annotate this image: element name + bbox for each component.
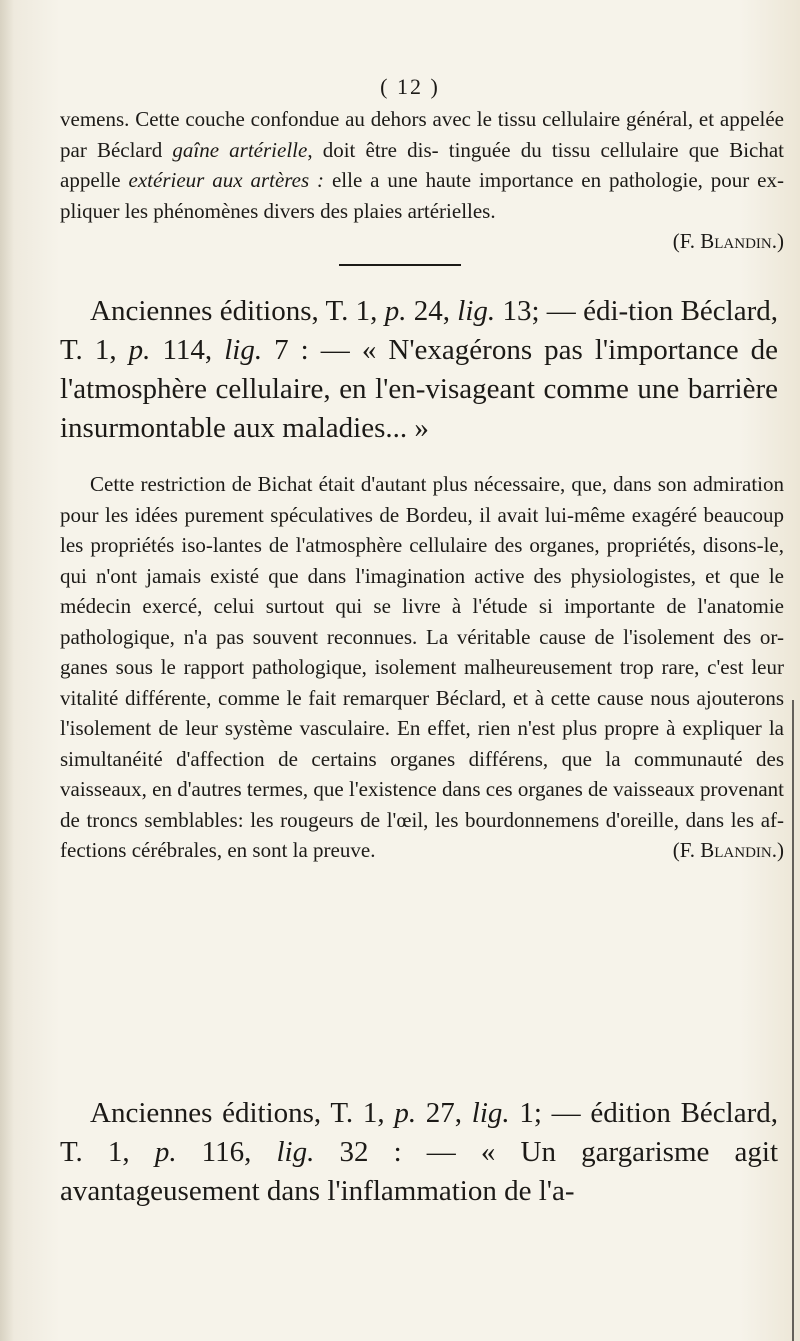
para2-text-b: 24, [406, 295, 458, 327]
para4-line-abbr-2: lig. [276, 1136, 315, 1168]
paragraph-continuation [60, 104, 784, 257]
para2-page-abbr: p. [384, 295, 407, 327]
signature: (F. Blandin.) [672, 229, 784, 253]
para4-page-abbr-2: p. [154, 1136, 177, 1168]
para2-page-abbr-2: p. [128, 334, 151, 366]
para4-page-abbr: p. [394, 1097, 417, 1129]
para4-text-c: 1; — édition Béclard, T. 1, [60, 1097, 778, 1168]
para4-line-abbr: lig. [471, 1097, 510, 1129]
signature: (F. Blandin.) [672, 838, 784, 862]
para1-line2-start: général, et appelée par Béclard [60, 107, 784, 162]
para4-text-e: 32 : — « Un gargarisme agit avantageusement dans l'inflammation de l'a- [60, 1136, 778, 1207]
para2-line-abbr-2: lig. [224, 334, 263, 366]
section-divider [339, 264, 461, 266]
spine-shadow [0, 0, 14, 1341]
para1-line5: pliquer les phénomènes divers des plaies artérielles. [60, 198, 496, 223]
para3-text: Cette restriction de Bichat était d'autant plus nécessaire, que, dans son admiration pour les idées purement spéculatives de Bordeu, il avait lui-même exagéré beaucoup les propriétés iso-lantes de l'atmosphère cellulaire des organes, propriétés, disons-le, qui n'ont jamais existé que dans l'imagination active des physiologistes, et que le médecin exercé, celui surtout qui se livre à l'étude si importante de l'anatomie pathologique, n'a pas souvent reconnues. La véritable cause de l'isolement des or-ganes sous le rapport pathologique, isolement malheureusement trop rare, c'est leur vitalité différente, comme le fait remarquer Béclard, et à cette cause nous ajouterons l'isolement de leur système vasculaire. En effet, rien n'est plus propre à expliquer la simultanéité d'affection de certains organes différens, que la communauté des vaisseaux, en d'autres termes, que l'existence dans ces organes de vaisseaux provenant de troncs semblables: les rougeurs de l'œil, les bourdonnemens d'oreille, dans les af-fections cérébrales, en sont la preuve. [60, 472, 784, 862]
para2-text-a: Anciennes éditions, T. 1, [90, 295, 385, 327]
page-number: ( 12 ) [380, 74, 440, 99]
para4-text-a: Anciennes éditions, T. 1, [90, 1097, 395, 1129]
para2-text-e: 7 : — « N'exagérons pas l'importance de l'atmosphère cellulaire, en l'en-visageant comme une barrière insurmontable aux maladies... » [60, 334, 779, 444]
paragraph-commentary [60, 469, 784, 866]
para1-term-gaine: gaîne artérielle [172, 137, 308, 162]
para4-text-d: 116, [176, 1136, 277, 1168]
para1-term-exterieur: extérieur aux [128, 168, 243, 192]
paragraph-edition-note-2 [60, 1094, 778, 1211]
para1-line1: vemens. Cette couche confondue au dehors avec le tissu cellulaire [60, 107, 621, 131]
para4-text-b: 27, [416, 1097, 472, 1129]
para1-line2-end: , doit être dis- [307, 137, 439, 162]
page-edge-line [792, 700, 794, 1341]
para1-line4-end: elle a une haute importance en pathologie, pour ex- [324, 168, 784, 192]
para2-text-d: 114, [150, 334, 225, 366]
para2-text-c: 13; — édi-tion Béclard, T. 1, [60, 295, 778, 366]
para1-line3-start: tinguée du tissu cellulaire que Bichat appelle [60, 137, 785, 192]
para1-term-arteres: artères : [250, 168, 325, 192]
para2-line-abbr: lig. [457, 295, 496, 327]
paragraph-edition-note [60, 292, 778, 448]
